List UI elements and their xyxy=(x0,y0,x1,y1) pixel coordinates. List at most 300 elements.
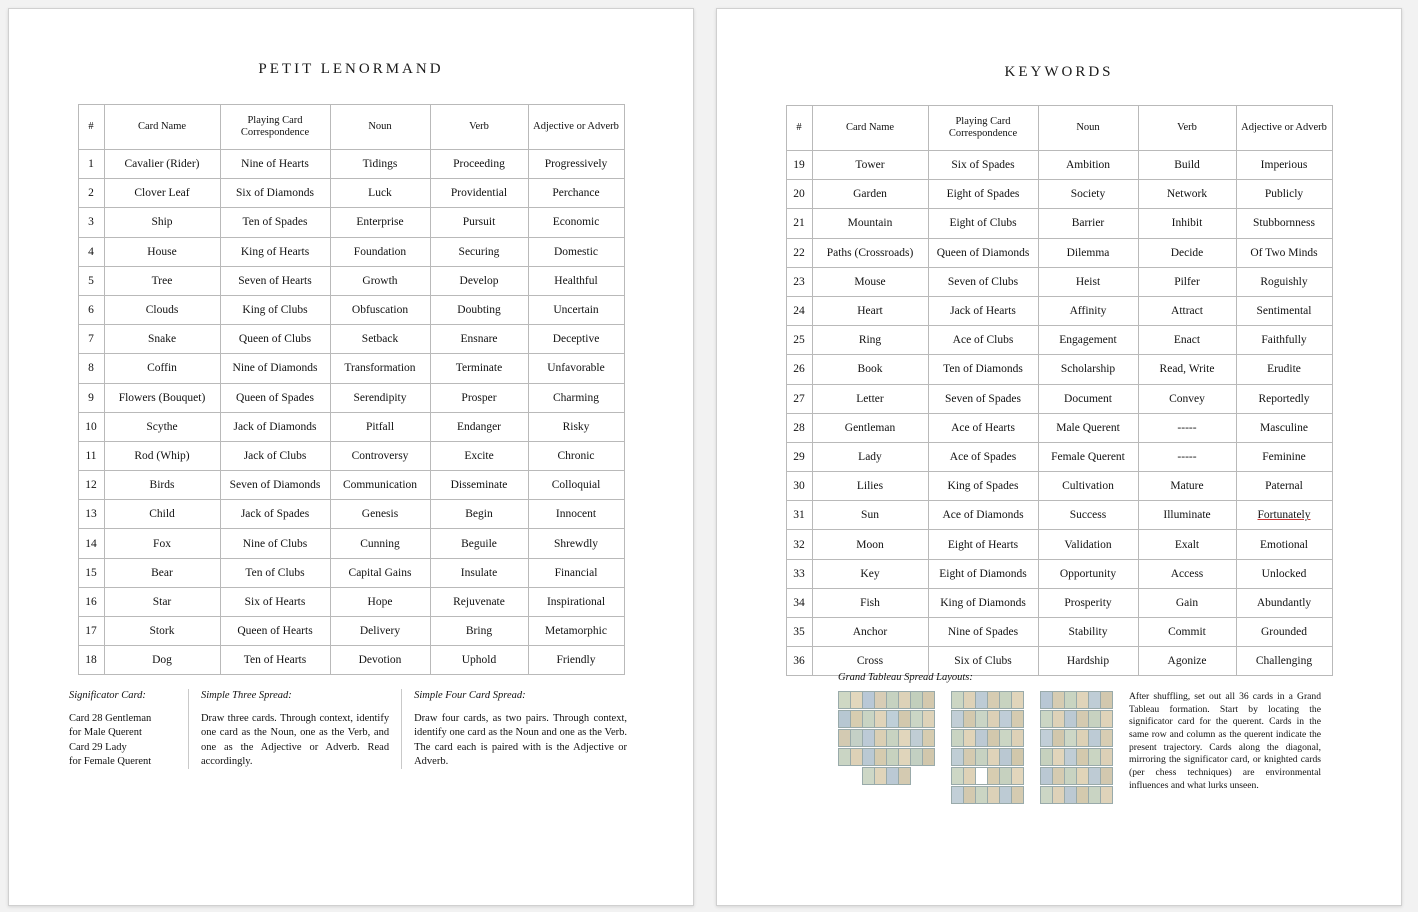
cell-adjective: Stubbornness xyxy=(1236,209,1332,238)
mini-card xyxy=(922,748,935,766)
cell-verb: Access xyxy=(1138,559,1236,588)
mini-card xyxy=(922,729,935,747)
col-header-playing-card: Playing Card Correspondence xyxy=(220,105,330,150)
cell-noun: Devotion xyxy=(330,646,430,675)
cell-noun: Success xyxy=(1038,501,1138,530)
cell-noun: Transformation xyxy=(330,354,430,383)
mini-card xyxy=(922,691,935,709)
table-row xyxy=(786,413,1332,442)
table-row xyxy=(78,237,624,266)
cell-verb: Mature xyxy=(1138,472,1236,501)
page-left xyxy=(8,8,694,906)
cell-number: 3 xyxy=(78,208,104,237)
table-row xyxy=(786,209,1332,238)
cell-verb: Uphold xyxy=(430,646,528,675)
mini-card xyxy=(1100,767,1113,785)
cell-card-name: Snake xyxy=(104,325,220,354)
lenormand-table-left xyxy=(78,104,625,675)
cell-number: 30 xyxy=(786,472,812,501)
table-row xyxy=(78,646,624,675)
table-row xyxy=(78,529,624,558)
cell-number: 1 xyxy=(78,150,104,179)
table-row xyxy=(786,326,1332,355)
table-row xyxy=(786,559,1332,588)
cell-adjective: Deceptive xyxy=(528,325,624,354)
col-header-number: # xyxy=(786,106,812,151)
cell-number: 14 xyxy=(78,529,104,558)
table-row xyxy=(78,150,624,179)
cell-adjective: Reportedly xyxy=(1236,384,1332,413)
cell-noun: Hope xyxy=(330,587,430,616)
cell-playing-card: Ace of Clubs xyxy=(928,326,1038,355)
cell-card-name: Key xyxy=(812,559,928,588)
note-significator-line3: Card 29 Lady xyxy=(69,741,127,753)
cell-noun: Foundation xyxy=(330,237,430,266)
mini-card xyxy=(1011,710,1024,728)
cell-card-name: Child xyxy=(104,500,220,529)
cell-playing-card: King of Clubs xyxy=(220,295,330,324)
cell-number: 16 xyxy=(78,587,104,616)
cell-card-name: Tree xyxy=(104,266,220,295)
cell-card-name: Clover Leaf xyxy=(104,179,220,208)
table-row xyxy=(78,587,624,616)
cell-number: 34 xyxy=(786,588,812,617)
table-row xyxy=(786,588,1332,617)
cell-noun: Female Querent xyxy=(1038,442,1138,471)
cell-number: 32 xyxy=(786,530,812,559)
cell-number: 27 xyxy=(786,384,812,413)
cell-adjective: Grounded xyxy=(1236,618,1332,647)
cell-verb: Insulate xyxy=(430,558,528,587)
cell-verb: ----- xyxy=(1138,442,1236,471)
cell-adjective: Progressively xyxy=(528,150,624,179)
mini-card xyxy=(1011,729,1024,747)
cell-playing-card: Six of Spades xyxy=(928,151,1038,180)
cell-adjective: Charming xyxy=(528,383,624,412)
grand-tableau-body: After shuffling, set out all 36 cards in a Grand Tableau formation. Start by locating the significator card for the querent. Cards in the same row and column as the querent indicate the present trajectory. Cards along the diagonal, mirroring the significator card, or knighted cards (per chess techniques) are environmental influences and what lurks unseen. xyxy=(1129,691,1321,791)
note-four-spread-heading: Simple Four Card Spread: xyxy=(414,690,526,701)
cell-number: 24 xyxy=(786,296,812,325)
cell-number: 29 xyxy=(786,442,812,471)
cell-card-name: Stork xyxy=(104,617,220,646)
cell-verb: Excite xyxy=(430,441,528,470)
cell-number: 36 xyxy=(786,647,812,676)
cell-verb: Network xyxy=(1138,180,1236,209)
col-header-adjective: Adjective or Adverb xyxy=(1236,106,1332,151)
table-row xyxy=(786,151,1332,180)
mini-card xyxy=(922,710,935,728)
cell-verb: Prosper xyxy=(430,383,528,412)
table-row xyxy=(78,383,624,412)
note-three-spread-heading: Simple Three Spread: xyxy=(200,690,292,701)
lenormand-table-right xyxy=(786,105,1333,676)
table-row xyxy=(78,617,624,646)
cell-number: 31 xyxy=(786,501,812,530)
cell-card-name: Dog xyxy=(104,646,220,675)
cell-verb: Commit xyxy=(1138,618,1236,647)
cell-adjective-flagged: Fortunately xyxy=(1236,501,1332,530)
col-header-playing-card: Playing Card Correspondence xyxy=(928,106,1038,151)
table-row xyxy=(78,558,624,587)
cell-noun: Affinity xyxy=(1038,296,1138,325)
cell-playing-card: Eight of Diamonds xyxy=(928,559,1038,588)
mini-card xyxy=(1011,691,1024,709)
cell-verb: Decide xyxy=(1138,238,1236,267)
table-row xyxy=(78,208,624,237)
cell-adjective: Healthful xyxy=(528,266,624,295)
cell-number: 22 xyxy=(786,238,812,267)
cell-adjective: Uncertain xyxy=(528,295,624,324)
cell-card-name: Bear xyxy=(104,558,220,587)
note-four-spread-body: Draw four cards, as two pairs. Through context, identify one card as the Noun and one as the Verb. The card each is paired with is the Adjective or Adverb. xyxy=(414,713,627,767)
cell-playing-card: Seven of Spades xyxy=(928,384,1038,413)
cell-noun: Scholarship xyxy=(1038,355,1138,384)
tableau-grid-a xyxy=(838,691,933,766)
table-row xyxy=(786,472,1332,501)
cell-number: 8 xyxy=(78,354,104,383)
cell-playing-card: King of Diamonds xyxy=(928,588,1038,617)
cell-adjective: Imperious xyxy=(1236,151,1332,180)
cell-verb: Begin xyxy=(430,500,528,529)
cell-verb: Gain xyxy=(1138,588,1236,617)
cell-card-name: Ship xyxy=(104,208,220,237)
col-header-verb: Verb xyxy=(430,105,528,150)
col-header-verb: Verb xyxy=(1138,106,1236,151)
cell-number: 28 xyxy=(786,413,812,442)
cell-verb: Attract xyxy=(1138,296,1236,325)
cell-adjective: Risky xyxy=(528,412,624,441)
table-row xyxy=(78,179,624,208)
tableau-layout-8x4 xyxy=(838,691,933,785)
page-title-right: KEYWORDS xyxy=(1004,64,1114,80)
cell-noun: Engagement xyxy=(1038,326,1138,355)
cell-adjective: Feminine xyxy=(1236,442,1332,471)
cell-verb: Bring xyxy=(430,617,528,646)
cell-card-name: Rod (Whip) xyxy=(104,441,220,470)
cell-adjective: Unfavorable xyxy=(528,354,624,383)
cell-adjective: Emotional xyxy=(1236,530,1332,559)
table-row xyxy=(786,180,1332,209)
cell-number: 12 xyxy=(78,471,104,500)
page-title-left: PETIT LENORMAND xyxy=(258,61,444,77)
cell-noun: Prosperity xyxy=(1038,588,1138,617)
table-row xyxy=(78,266,624,295)
note-significator-line4: for Female Querent xyxy=(69,755,152,767)
cell-noun: Serendipity xyxy=(330,383,430,412)
cell-verb: ----- xyxy=(1138,413,1236,442)
cell-card-name: Anchor xyxy=(812,618,928,647)
cell-noun: Heist xyxy=(1038,267,1138,296)
cell-number: 6 xyxy=(78,295,104,324)
cell-adjective: Erudite xyxy=(1236,355,1332,384)
table-row xyxy=(786,355,1332,384)
cell-playing-card: Queen of Spades xyxy=(220,383,330,412)
cell-playing-card: Eight of Hearts xyxy=(928,530,1038,559)
cell-card-name: Sun xyxy=(812,501,928,530)
mini-card xyxy=(898,767,911,785)
table-row xyxy=(786,442,1332,471)
cell-noun: Tidings xyxy=(330,150,430,179)
cell-playing-card: Jack of Hearts xyxy=(928,296,1038,325)
cell-number: 18 xyxy=(78,646,104,675)
cell-card-name: Garden xyxy=(812,180,928,209)
cell-adjective: Domestic xyxy=(528,237,624,266)
table-row xyxy=(786,267,1332,296)
cell-playing-card: Nine of Clubs xyxy=(220,529,330,558)
cell-card-name: Fox xyxy=(104,529,220,558)
cell-number: 33 xyxy=(786,559,812,588)
cell-verb: Terminate xyxy=(430,354,528,383)
tableau-grid-c xyxy=(1040,691,1111,804)
grand-tableau-row xyxy=(838,691,1348,804)
cell-playing-card: Seven of Diamonds xyxy=(220,471,330,500)
cell-adjective: Colloquial xyxy=(528,471,624,500)
cell-noun: Luck xyxy=(330,179,430,208)
cell-verb: Endanger xyxy=(430,412,528,441)
cell-card-name: Fish xyxy=(812,588,928,617)
cell-noun: Cunning xyxy=(330,529,430,558)
cell-verb: Doubting xyxy=(430,295,528,324)
cell-adjective: Inspirational xyxy=(528,587,624,616)
cell-noun: Delivery xyxy=(330,617,430,646)
table-row xyxy=(786,238,1332,267)
table-row xyxy=(78,295,624,324)
cell-playing-card: Eight of Clubs xyxy=(928,209,1038,238)
grand-tableau-heading: Grand Tableau Spread Layouts: xyxy=(838,672,973,683)
mini-card xyxy=(1100,729,1113,747)
mini-card xyxy=(1011,748,1024,766)
cell-playing-card: Jack of Spades xyxy=(220,500,330,529)
cell-playing-card: Queen of Diamonds xyxy=(928,238,1038,267)
cell-number: 19 xyxy=(786,151,812,180)
cell-playing-card: Ace of Spades xyxy=(928,442,1038,471)
cell-playing-card: Ten of Clubs xyxy=(220,558,330,587)
cell-noun: Obfuscation xyxy=(330,295,430,324)
cell-verb: Securing xyxy=(430,237,528,266)
table-row xyxy=(78,500,624,529)
cell-number: 4 xyxy=(78,237,104,266)
cell-card-name: Scythe xyxy=(104,412,220,441)
cell-adjective: Challenging xyxy=(1236,647,1332,676)
cell-number: 26 xyxy=(786,355,812,384)
cell-verb: Inhibit xyxy=(1138,209,1236,238)
cell-number: 9 xyxy=(78,383,104,412)
cell-noun: Opportunity xyxy=(1038,559,1138,588)
mini-card xyxy=(1100,710,1113,728)
cell-playing-card: Seven of Clubs xyxy=(928,267,1038,296)
table-row xyxy=(786,618,1332,647)
table-body-right xyxy=(786,151,1332,676)
cell-verb: Pursuit xyxy=(430,208,528,237)
cell-card-name: Moon xyxy=(812,530,928,559)
cell-adjective: Friendly xyxy=(528,646,624,675)
table-row xyxy=(78,325,624,354)
col-header-noun: Noun xyxy=(330,105,430,150)
cell-adjective: Perchance xyxy=(528,179,624,208)
cell-adjective: Shrewdly xyxy=(528,529,624,558)
cell-playing-card: Ten of Hearts xyxy=(220,646,330,675)
cell-noun: Male Querent xyxy=(1038,413,1138,442)
cell-card-name: Mountain xyxy=(812,209,928,238)
cell-verb: Rejuvenate xyxy=(430,587,528,616)
cell-noun: Stability xyxy=(1038,618,1138,647)
cell-adjective: Of Two Minds xyxy=(1236,238,1332,267)
cell-adjective: Innocent xyxy=(528,500,624,529)
cell-card-name: House xyxy=(104,237,220,266)
cell-playing-card: Ace of Diamonds xyxy=(928,501,1038,530)
cell-card-name: Tower xyxy=(812,151,928,180)
mini-card xyxy=(1011,767,1024,785)
cell-number: 13 xyxy=(78,500,104,529)
cell-card-name: Letter xyxy=(812,384,928,413)
cell-adjective: Economic xyxy=(528,208,624,237)
cell-noun: Cultivation xyxy=(1038,472,1138,501)
cell-card-name: Ring xyxy=(812,326,928,355)
cell-verb: Exalt xyxy=(1138,530,1236,559)
cell-noun: Hardship xyxy=(1038,647,1138,676)
cell-verb: Build xyxy=(1138,151,1236,180)
cell-card-name: Birds xyxy=(104,471,220,500)
cell-playing-card: Queen of Clubs xyxy=(220,325,330,354)
table-row xyxy=(78,441,624,470)
cell-playing-card: King of Hearts xyxy=(220,237,330,266)
cell-verb: Illuminate xyxy=(1138,501,1236,530)
cell-number: 5 xyxy=(78,266,104,295)
cell-card-name: Flowers (Bouquet) xyxy=(104,383,220,412)
cell-verb: Beguile xyxy=(430,529,528,558)
note-three-spread xyxy=(188,689,401,769)
cell-adjective: Chronic xyxy=(528,441,624,470)
cell-card-name: Book xyxy=(812,355,928,384)
cell-adjective: Paternal xyxy=(1236,472,1332,501)
cell-verb: Pilfer xyxy=(1138,267,1236,296)
cell-number: 10 xyxy=(78,412,104,441)
cell-verb: Read, Write xyxy=(1138,355,1236,384)
cell-playing-card: Jack of Diamonds xyxy=(220,412,330,441)
col-header-adjective: Adjective or Adverb xyxy=(528,105,624,150)
mini-card xyxy=(1100,786,1113,804)
left-page-notes xyxy=(69,689,639,769)
cell-card-name: Cross xyxy=(812,647,928,676)
cell-noun: Communication xyxy=(330,471,430,500)
cell-adjective: Sentimental xyxy=(1236,296,1332,325)
cell-card-name: Heart xyxy=(812,296,928,325)
cell-adjective: Faithfully xyxy=(1236,326,1332,355)
cell-number: 11 xyxy=(78,441,104,470)
tableau-grid-b xyxy=(951,691,1022,804)
cell-playing-card: Ace of Hearts xyxy=(928,413,1038,442)
cell-playing-card: Jack of Clubs xyxy=(220,441,330,470)
cell-card-name: Cavalier (Rider) xyxy=(104,150,220,179)
cell-verb: Proceeding xyxy=(430,150,528,179)
cell-noun: Ambition xyxy=(1038,151,1138,180)
note-significator xyxy=(69,689,188,769)
mini-card xyxy=(1100,691,1113,709)
table-row xyxy=(786,296,1332,325)
cell-noun: Growth xyxy=(330,266,430,295)
cell-verb: Providential xyxy=(430,179,528,208)
cell-verb: Agonize xyxy=(1138,647,1236,676)
col-header-card-name: Card Name xyxy=(812,106,928,151)
cell-noun: Controversy xyxy=(330,441,430,470)
cell-verb: Disseminate xyxy=(430,471,528,500)
table-row xyxy=(78,471,624,500)
cell-card-name: Paths (Crossroads) xyxy=(812,238,928,267)
cell-verb: Develop xyxy=(430,266,528,295)
cell-number: 20 xyxy=(786,180,812,209)
cell-number: 35 xyxy=(786,618,812,647)
cell-number: 2 xyxy=(78,179,104,208)
table-row xyxy=(786,501,1332,530)
cell-noun: Barrier xyxy=(1038,209,1138,238)
cell-playing-card: Nine of Hearts xyxy=(220,150,330,179)
table-row xyxy=(78,354,624,383)
cell-card-name: Star xyxy=(104,587,220,616)
cell-playing-card: Six of Diamonds xyxy=(220,179,330,208)
cell-playing-card: Nine of Spades xyxy=(928,618,1038,647)
cell-playing-card: King of Spades xyxy=(928,472,1038,501)
cell-number: 15 xyxy=(78,558,104,587)
table-row xyxy=(786,384,1332,413)
cell-adjective: Financial xyxy=(528,558,624,587)
cell-noun: Capital Gains xyxy=(330,558,430,587)
cell-noun: Validation xyxy=(1038,530,1138,559)
cell-card-name: Gentleman xyxy=(812,413,928,442)
table-header-row xyxy=(786,106,1332,151)
cell-noun: Genesis xyxy=(330,500,430,529)
cell-noun: Enterprise xyxy=(330,208,430,237)
note-significator-heading: Significator Card: xyxy=(69,690,146,701)
cell-verb: Convey xyxy=(1138,384,1236,413)
tableau-layout-6x6-alt xyxy=(1040,691,1111,804)
table-header-row xyxy=(78,105,624,150)
cell-verb: Enact xyxy=(1138,326,1236,355)
cell-adjective: Roguishly xyxy=(1236,267,1332,296)
cell-playing-card: Six of Clubs xyxy=(928,647,1038,676)
cell-verb: Ensnare xyxy=(430,325,528,354)
cell-adjective: Abundantly xyxy=(1236,588,1332,617)
grand-tableau-section xyxy=(838,672,1348,804)
col-header-noun: Noun xyxy=(1038,106,1138,151)
cell-noun: Pitfall xyxy=(330,412,430,441)
cell-playing-card: Nine of Diamonds xyxy=(220,354,330,383)
cell-card-name: Lilies xyxy=(812,472,928,501)
cell-number: 25 xyxy=(786,326,812,355)
cell-noun: Document xyxy=(1038,384,1138,413)
table-body-left xyxy=(78,150,624,675)
cell-playing-card: Queen of Hearts xyxy=(220,617,330,646)
note-three-spread-body: Draw three cards. Through context, identify one card as the Noun, one as the Verb, and one as the Adjective or Adverb. Read accordingly. xyxy=(200,713,390,767)
tableau-grid-a-last-row xyxy=(838,767,933,785)
table-row xyxy=(786,530,1332,559)
cell-number: 23 xyxy=(786,267,812,296)
note-significator-line2: for Male Querent xyxy=(69,727,142,739)
mini-card xyxy=(1011,786,1024,804)
cell-noun: Dilemma xyxy=(1038,238,1138,267)
cell-adjective: Unlocked xyxy=(1236,559,1332,588)
cell-playing-card: Seven of Hearts xyxy=(220,266,330,295)
mini-card xyxy=(1100,748,1113,766)
cell-card-name: Clouds xyxy=(104,295,220,324)
tableau-layout-6x6 xyxy=(951,691,1022,804)
table-row xyxy=(78,412,624,441)
cell-card-name: Lady xyxy=(812,442,928,471)
cell-noun: Society xyxy=(1038,180,1138,209)
cell-playing-card: Eight of Spades xyxy=(928,180,1038,209)
cell-number: 17 xyxy=(78,617,104,646)
cell-number: 7 xyxy=(78,325,104,354)
col-header-card-name: Card Name xyxy=(104,105,220,150)
